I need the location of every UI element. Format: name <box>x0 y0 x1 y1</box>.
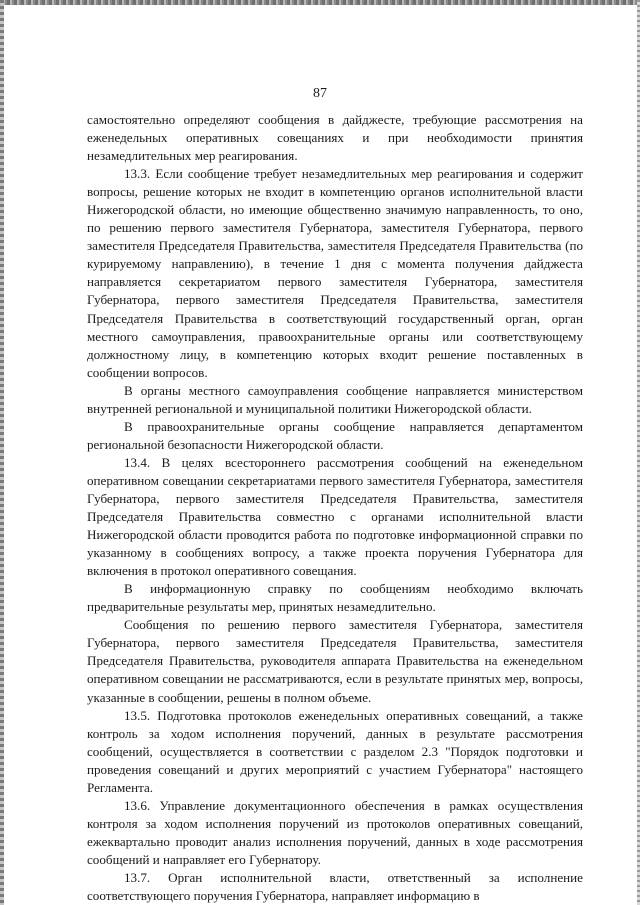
paragraph-13-7: 13.7. Орган исполнительной власти, ответственный за исполнение соответствующего поручения Губернатора, направляет информацию в <box>87 869 583 904</box>
paragraph-law-enforcement: В правоохранительные органы сообщение направляется департаментом региональной безопасности Нижегородской области. <box>87 418 583 452</box>
scan-edge-left <box>0 0 4 905</box>
paragraph-13-6: 13.6. Управление документационного обеспечения в рамках осуществления контроля за ходом исполнения поручений из протоколов оперативных совещаний, ежеквартально проводит анализ исполнения поручений, данных в ходе рассмотрения сообщений и направляет его Губернатору. <box>87 797 583 867</box>
paragraph-13-3: 13.3. Если сообщение требует незамедлительных мер реагирования и содержит вопросы, решение которых не входит в компетенцию органов исполнительной власти Нижегородской области, но имеющие общественно значимую направленность, то оно, по решению первого заместителя Губернатора, заместителя Губернатора, первого заместителя Председателя Правительства, заместителя Председателя Правительства (по курируемому направлению), в течение 1 дня с момента получения дайджеста направляется секретариатом первого заместителя Губернатора, заместителя Губернатора, первого заместителя Председателя Правительства, заместителя Председателя Правительства в соответствующий государственный орган, орган местного самоуправления, правоохранительные органы или соответствующему должностному лицу, в компетенцию которых входит решение поставленных в сообщении вопросов. <box>87 166 583 380</box>
paragraph-local-government: В органы местного самоуправления сообщение направляется министерством внутренней региональной и муниципальной политики Нижегородской области. <box>87 382 583 416</box>
page-number: 87 <box>313 86 327 101</box>
paragraph-continuation: самостоятельно определяют сообщения в дайджесте, требующие рассмотрения на еженедельных оперативных совещаниях и при необходимости принятия незамедлительных мер реагирования. <box>87 112 583 164</box>
paragraph-info-note: В информационную справку по сообщениям необходимо включать предварительные результаты мер, принятых незамедлительно. <box>87 581 583 615</box>
scan-edge-top <box>0 0 640 5</box>
paragraph-13-4: 13.4. В целях всестороннего рассмотрения сообщений на еженедельном оперативном совещании секретариатами первого заместителя Губернатора, заместителя Губернатора, первого заместителя Председателя Правительства, заместителя Председателя Правительства совместно с органами исполнительной власти Нижегородской области проводится работа по подготовке информационной справки по указанному в сообщениях вопросу, а также проекта поручения Губернатора для включения в протокол оперативного совещания. <box>87 454 583 579</box>
paragraph-not-considered: Сообщения по решению первого заместителя Губернатора, заместителя Губернатора, первого заместителя Председателя Правительства, заместителя Председателя Правительства, руководителя аппарата Правительства на еженедельном оперативном совещании не рассматриваются, если в результате принятых мер, вопросы, указанные в сообщении, решены в полном объеме. <box>87 617 583 705</box>
paragraph-13-5: 13.5. Подготовка протоколов еженедельных оперативных совещаний, а также контроль за ходом исполнения поручений, данных в результате рассмотрения сообщений, осуществляется в соответствии с разделом 2.3 "Порядок подготовки и проведения совещаний и других мероприятий с участием Губернатора" настоящего Регламента. <box>87 707 583 795</box>
document-body <box>87 111 583 905</box>
